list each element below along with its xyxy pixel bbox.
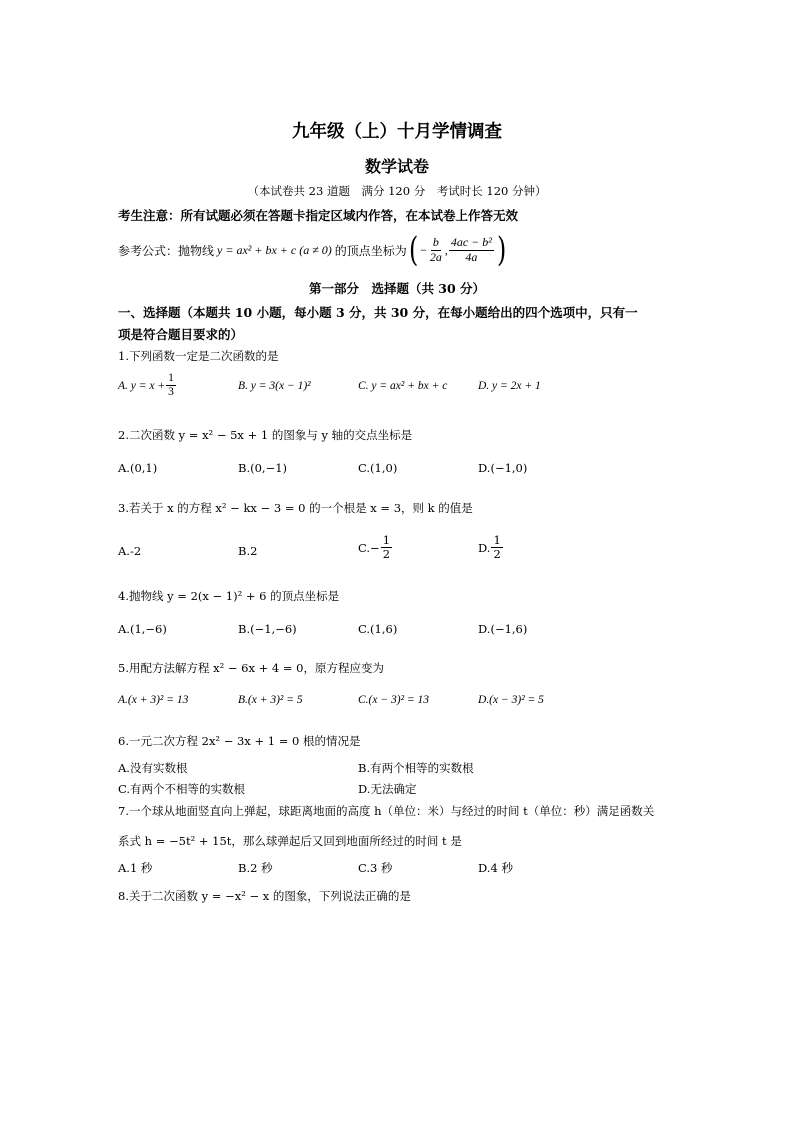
question-5-option-c: C.(x − 3)² = 13 (358, 694, 430, 706)
question-8-stem: 8.关于二次函数 y = −x² − x 的图象，下列说法正确的是 (118, 889, 411, 903)
formula-expression: y = ax² + bx + c (a ≠ 0) (217, 242, 332, 257)
formula-label: 参考公式：抛物线 (118, 243, 215, 258)
formula-mid-text: 的顶点坐标为 (334, 243, 407, 258)
question-6-option-c: C.有两个不相等的实数根 (118, 782, 246, 796)
question-4-stem: 4.抛物线 y = 2(x − 1)² + 6 的顶点坐标是 (118, 589, 340, 603)
q1-fraction: $\frac{1}{3}$ (168, 372, 174, 399)
question-5-stem: 5.用配方法解方程 x² − 6x + 4 = 0，原方程应变为 (118, 661, 384, 675)
question-6-option-d: D.无法确定 (358, 782, 417, 796)
question-7-option-a: A.1 秒 (118, 861, 153, 875)
question-6-stem: 6.一元二次方程 2x² − 3x + 1 = 0 根的情况是 (118, 734, 361, 748)
question-1-option-c: C. y = ax² + bx + c (358, 380, 448, 392)
question-6-option-a: A.没有实数根 (118, 761, 188, 775)
question-7-option-d: D.4 秒 (478, 861, 513, 875)
exam-notice: 考生注意：所有试题必须在答题卡指定区域内作答，在本试卷上作答无效 (118, 208, 519, 223)
vertex-x-fraction: $\frac{b}{2a}$ (429, 234, 442, 264)
question-3-option-a: A.-2 (118, 544, 142, 558)
question-3-option-b: B.2 (238, 544, 258, 558)
question-3-option-c: C.− $\frac{1}{2}$ (358, 533, 391, 562)
question-2-option-b: B.(0,−1) (238, 461, 288, 475)
question-1-option-b: B. y = 3(x − 1)² (238, 380, 311, 392)
section-heading-line2: 项是符合题目要求的） (118, 327, 244, 342)
vertex-y-fraction: $\frac{\text{4ac − b²}}{4a}$ (450, 234, 492, 264)
question-4-option-d: D.(−1,6) (478, 622, 528, 636)
question-4-option-b: B.(−1,−6) (238, 622, 297, 636)
question-4-option-a: A.(1,−6) (118, 622, 167, 636)
question-3-stem: 3.若关于 x 的方程 x² − kx − 3 = 0 的一个根是 x = 3，则 k 的值是 (118, 501, 473, 515)
section-heading-line1: 一、选择题（本题共 10 小题，每小题 3 分，共 30 分，在每小题给出的四个选项中，只有一 (118, 305, 638, 320)
question-5-option-b: B.(x + 3)² = 5 (238, 694, 303, 706)
question-2-option-a: A.(0,1) (118, 461, 158, 475)
question-2-stem: 2.二次函数 y = x² − 5x + 1 的图象与 y 轴的交点坐标是 (118, 428, 413, 442)
question-4-option-c: C.(1,6) (358, 622, 398, 636)
part1-title: 第一部分 选择题（共 30 分） (308, 281, 486, 296)
question-7-stem: 7.一个球从地面竖直向上弹起，球距离地面的高度 h（单位：米）与经过的时间 t（单位：秒）满足函数关 (118, 804, 655, 818)
reference-formula (118, 230, 508, 270)
question-2-option-d: D.(−1,0) (478, 461, 528, 475)
question-5-option-d: D.(x − 3)² = 5 (478, 694, 544, 706)
q3d-fraction: $\frac{1}{2}$ (493, 533, 501, 562)
right-paren: ) (496, 230, 507, 270)
question-1-stem: 1.下列函数一定是二次函数的是 (118, 349, 279, 363)
question-1-option-a: A. y = x + $\frac{1}{3}$ (118, 372, 174, 399)
question-5-option-a: A.(x + 3)² = 13 (118, 694, 189, 706)
question-1-option-d: D. y = 2x + 1 (478, 380, 541, 392)
question-2-option-c: C.(1,0) (358, 461, 398, 475)
q3c-fraction: $\frac{1}{2}$ (382, 533, 391, 562)
exam-info: （本试卷共 23 道题 满分 120 分 考试时长 120 分钟） (247, 184, 547, 198)
question-7-stem-line2: 系式 h = −5t² + 15t，那么球弹起后又回到地面所经过的时间 t 是 (118, 834, 462, 848)
left-paren: ( (408, 230, 419, 270)
question-3-option-d: D. $\frac{1}{2}$ (478, 533, 501, 562)
vertex-coordinate: − $\frac{b}{2a}$ , $\frac{\text{4ac − b²}}{4a}$ (420, 234, 492, 264)
question-6-option-b: B.有两个相等的实数根 (358, 761, 474, 775)
exam-subject: 数学试卷 (364, 157, 429, 176)
question-7-option-b: B.2 秒 (238, 861, 273, 875)
question-7-option-c: C.3 秒 (358, 861, 393, 875)
exam-title: 九年级（上）十月学情调查 (292, 122, 502, 142)
